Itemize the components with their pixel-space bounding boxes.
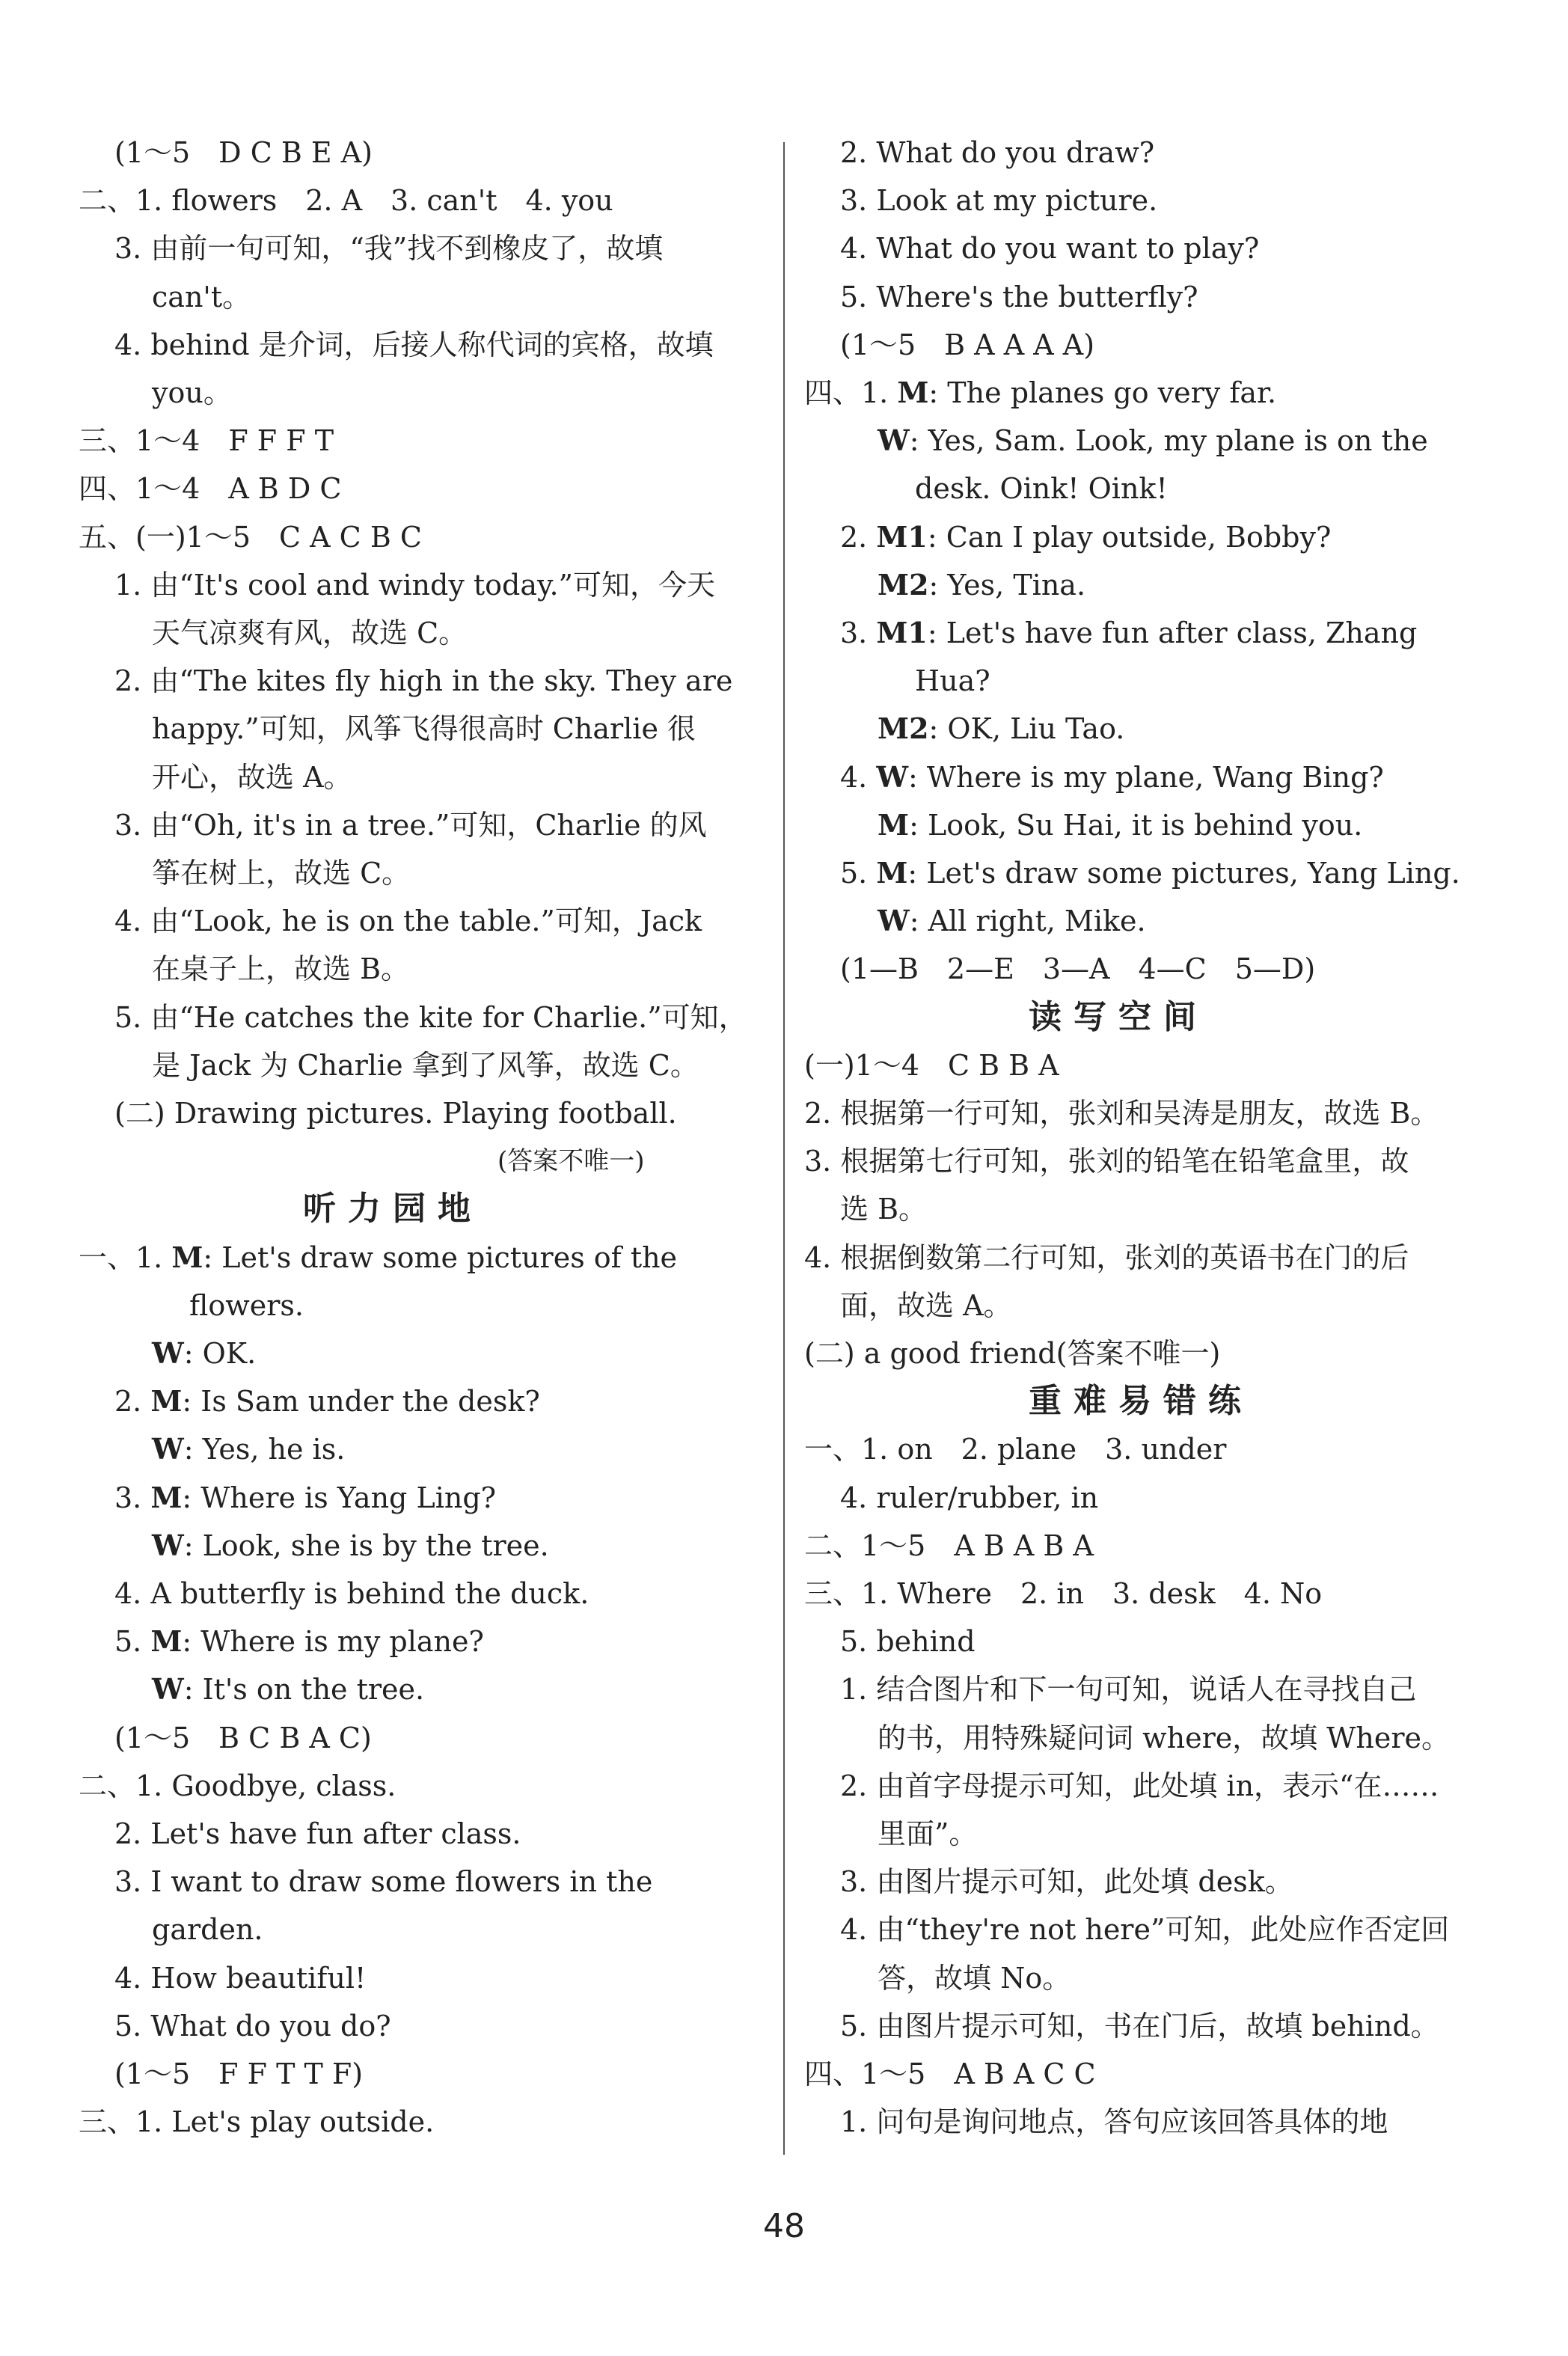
text-line: 5. Where's the butterfly?: [840, 280, 1198, 313]
text-line: 2. M1: Can I play outside, Bobby?: [840, 519, 1332, 554]
text-line: M: Look, Su Hai, it is behind you.: [878, 807, 1363, 842]
text-line: 一、1. on 2. plane 3. under: [804, 1433, 1227, 1466]
text-line: W: Yes, Sam. Look, my plane is on the: [878, 423, 1428, 458]
text-line: 选 B。: [840, 1193, 928, 1226]
text-line: 4. behind 是介词，后接人称代词的宾格，故填: [114, 328, 714, 361]
text-line: 筝在树上，故选 C。: [152, 857, 411, 890]
text-line: 三、1. Where 2. in 3. desk 4. No: [804, 1577, 1323, 1610]
text-line: 4. What do you want to play?: [840, 232, 1260, 266]
text-line: 5. M: Where is my plane?: [114, 1624, 484, 1659]
text-line: 五、(一)1～5 C A C B C: [79, 520, 422, 554]
text-line: 二、1. flowers 2. A 3. can't 4. you: [79, 184, 613, 218]
page-number: 48: [763, 2207, 805, 2245]
text-line: 5. behind: [840, 1625, 976, 1659]
text-line: 1. 由“It's cool and windy today.”可知，今天: [114, 568, 715, 602]
text-line: 3. M1: Let's have fun after class, Zhang: [840, 616, 1418, 649]
text-line: 5. 由“He catches the kite for Charlie.”可知，: [114, 1000, 747, 1034]
text-line: (二) a good friend(答案不唯一): [804, 1337, 1221, 1370]
text-line: (二) Drawing pictures. Playing football.: [114, 1097, 677, 1130]
text-line: 5. What do you do?: [114, 2009, 391, 2043]
text-line: 面，故选 A。: [840, 1288, 1012, 1322]
section-heading: 听力园地: [303, 1190, 483, 1229]
text-line: 二、1～5 A B A B A: [804, 1529, 1094, 1562]
text-line: 2. M: Is Sam under the desk?: [114, 1384, 540, 1419]
text-line: 4. ruler/rubber, in: [840, 1481, 1099, 1514]
text-line: W: It's on the tree.: [152, 1672, 425, 1707]
text-line: (1～5 B A A A A): [840, 328, 1095, 361]
text-line: 四、1～4 A B D C: [79, 472, 342, 506]
text-line: 5. M: Let's draw some pictures, Yang Ling.: [840, 856, 1460, 890]
text-line: 3. 根据第七行可知，张刘的铅笔在铅笔盒里，故: [804, 1145, 1409, 1178]
text-line: happy.”可知，风筝飞得很高时 Charlie 很: [152, 712, 696, 746]
text-line: 的书，用特殊疑问词 where，故填 Where。: [878, 1721, 1450, 1754]
text-line: (答案不唯一): [497, 1146, 645, 1177]
text-line: 4. 由“Look, he is on the table.”可知，Jack: [114, 905, 702, 938]
text-line: W: All right, Mike.: [878, 904, 1146, 938]
text-line: 4. How beautiful!: [114, 1961, 367, 1995]
text-line: W: Yes, he is.: [152, 1432, 346, 1466]
text-line: 天气凉爽有风，故选 C。: [152, 616, 468, 649]
text-line: you。: [152, 376, 232, 409]
text-line: W: OK.: [152, 1336, 257, 1370]
text-line: 2. What do you draw?: [840, 136, 1155, 169]
text-line: 答，故填 No。: [878, 1961, 1071, 1995]
text-line: 3. I want to draw some flowers in the: [114, 1865, 653, 1899]
text-line: 三、1～4 F F F T: [79, 424, 334, 458]
text-line: M2: OK, Liu Tao.: [878, 712, 1125, 746]
text-line: 4. A butterfly is behind the duck.: [114, 1577, 589, 1610]
column-divider: [783, 142, 785, 2155]
text-line: 一、1. M: Let's draw some pictures of the: [79, 1240, 678, 1274]
text-line: 二、1. Goodbye, class.: [79, 1769, 396, 1802]
text-line: (1—B 2—E 3—A 4—C 5—D): [840, 952, 1316, 986]
text-line: M2: Yes, Tina.: [878, 567, 1086, 602]
text-line: 3. Look at my picture.: [840, 184, 1158, 218]
text-line: 4. 由“they're not here”可知，此处应作否定回: [840, 1913, 1450, 1947]
text-line: 四、1～5 A B A C C: [804, 2057, 1096, 2090]
text-line: 5. 由图片提示可知，书在门后，故填 behind。: [840, 2009, 1439, 2043]
text-line: 2. 由首字母提示可知，此处填 in，表示“在……: [840, 1769, 1439, 1802]
text-line: (1～5 B C B A C): [114, 1721, 372, 1754]
text-line: (一)1～4 C B B A: [804, 1048, 1059, 1082]
text-line: (1～5 D C B E A): [114, 136, 373, 169]
text-line: 里面”。: [878, 1817, 978, 1850]
section-heading: 读写空间: [1029, 997, 1208, 1036]
text-line: 是 Jack 为 Charlie 拿到了风筝，故选 C。: [152, 1048, 699, 1082]
text-line: desk. Oink! Oink!: [915, 472, 1168, 506]
text-line: garden.: [152, 1913, 263, 1947]
text-line: 四、1. M: The planes go very far.: [804, 376, 1277, 409]
text-line: flowers.: [189, 1288, 304, 1322]
text-line: 开心，故选 A。: [152, 760, 352, 794]
text-line: 2. Let's have fun after class.: [114, 1817, 521, 1850]
text-line: can't。: [152, 280, 251, 313]
text-line: 2. 根据第一行可知，张刘和吴涛是朋友，故选 B。: [804, 1097, 1439, 1130]
text-line: 三、1. Let's play outside.: [79, 2105, 435, 2139]
text-line: 1. 结合图片和下一句可知，说话人在寻找自己: [840, 1673, 1417, 1707]
text-line: W: Look, she is by the tree.: [152, 1528, 549, 1562]
text-line: 4. 根据倒数第二行可知，张刘的英语书在门的后: [804, 1240, 1409, 1274]
text-line: Hua?: [915, 664, 990, 698]
text-line: 4. W: Where is my plane, Wang Bing?: [840, 759, 1384, 794]
text-line: 2. 由“The kites fly high in the sky. They are: [114, 664, 733, 698]
text-line: 3. 由“Oh, it's in a tree.”可知，Charlie 的风: [114, 808, 707, 842]
text-line: 在桌子上，故选 B。: [152, 952, 410, 986]
section-heading: 重难易错练: [1029, 1382, 1253, 1421]
text-line: (1～5 F F T T F): [114, 2057, 364, 2090]
text-line: 3. M: Where is Yang Ling?: [114, 1480, 497, 1514]
text-line: 3. 由前一句可知，“我”找不到橡皮了，故填: [114, 232, 664, 266]
text-line: 3. 由图片提示可知，此处填 desk。: [840, 1865, 1293, 1899]
text-line: 1. 问句是询问地点，答句应该回答具体的地: [840, 2105, 1388, 2139]
